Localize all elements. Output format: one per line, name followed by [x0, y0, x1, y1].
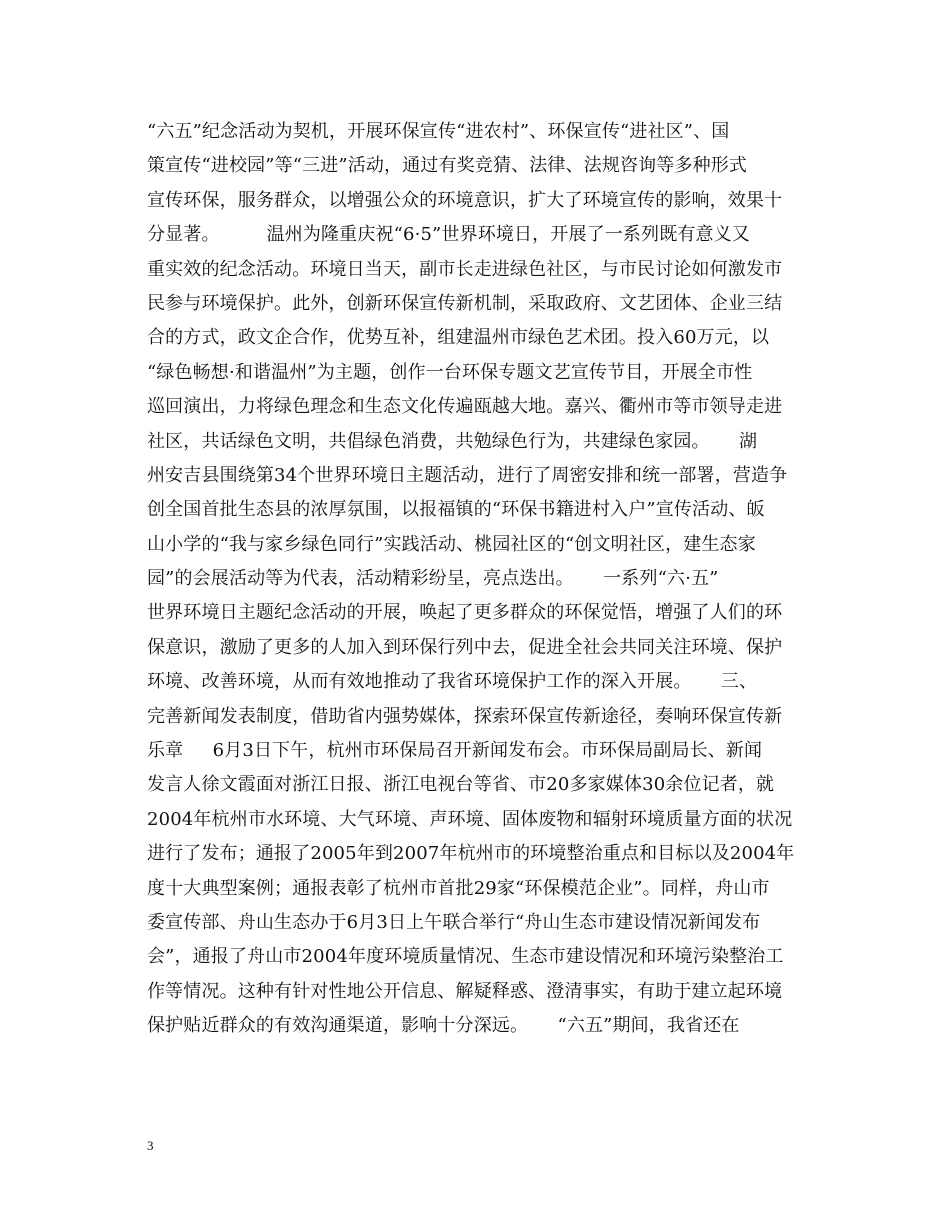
text-line: 重实效的纪念活动。环境日当天，副市长走进绿色社区，与市民讨论如何激发市	[147, 258, 783, 280]
text-line: 策宣传“进校园”等“三进”活动，通过有奖竞猜、法律、法规咨询等多种形式	[147, 155, 748, 177]
text-line: 巡回演出，力将绿色理念和生态文化传遍瓯越大地。嘉兴、衢州市等市领导走进	[147, 396, 783, 418]
text-line: “六五”纪念活动为契机，开展环保宣传“进农村”、环保宣传“进社区”、国	[147, 121, 730, 142]
text-line: 创全国首批生态县的浓厚氛围，以报福镇的“环保书籍进村入户”宣传活动、皈	[147, 499, 765, 521]
text-line: 完善新闻发表制度，借助省内强势媒体，探索环保宣传新途径，奏响环保宣传新	[147, 705, 783, 727]
text-line: 环境、改善环境，从而有效地推动了我省环境保护工作的深入开展。 三、	[147, 671, 758, 693]
text-line: 进行了发布；通报了2005年到2007年杭州市的环境整治重点和目标以及2004年	[147, 843, 795, 865]
text-line: 保意识，激励了更多的人加入到环保行列中去，促进全社会共同关注环境、保护	[147, 636, 783, 658]
text-line: 委宣传部、舟山生态办于6月3日上午联合举行“舟山生态市建设情况新闻发布	[147, 911, 761, 933]
text-line: 乐章 6月3日下午，杭州市环保局召开新闻发布会。市环保局副局长、新闻	[147, 740, 763, 762]
body-text	[147, 115, 807, 1044]
text-line: 宣传环保，服务群众，以增强公众的环境意识，扩大了环境宣传的影响，效果十	[147, 189, 783, 211]
text-line: 会”，通报了舟山市2004年度环境质量情况、生态市建设情况和环境污染整治工	[147, 946, 784, 968]
text-line: “绿色畅想·和谐温州”为主题，创作一台环保专题文艺宣传节目，开展全市性	[147, 361, 753, 383]
text-line: 山小学的“我与家乡绿色同行”实践活动、桃园社区的“创文明社区，建生态家	[147, 533, 756, 555]
text-line: 保护贴近群众的有效沟通渠道，影响十分深远。 “六五”期间，我省还在	[147, 1015, 740, 1037]
text-line: 2004年杭州市水环境、大气环境、声环境、固体废物和辐射环境质量方面的状况	[147, 808, 793, 830]
text-line: 世界环境日主题纪念活动的开展，唤起了更多群众的环保觉悟，增强了人们的环	[147, 602, 783, 624]
text-line: 社区，共话绿色文明，共倡绿色消费，共勉绿色行为，共建绿色家园。 湖	[147, 430, 758, 452]
text-line: 州安吉县围绕第34个世界环境日主题活动，进行了周密安排和统一部署，营造争	[147, 464, 788, 486]
text-line: 合的方式，政文企合作，优势互补，组建温州市绿色艺术团。投入60万元，以	[147, 327, 770, 349]
text-line: 民参与环境保护。此外，创新环保宣传新机制，采取政府、文艺团体、企业三结	[147, 292, 783, 314]
text-line: 作等情况。这种有针对性地公开信息、解疑释惑、澄清事实，有助于建立起环境	[147, 980, 783, 1002]
page-number: 3	[147, 1138, 154, 1153]
text-line: 发言人徐文霞面对浙江日报、浙江电视台等省、市20多家媒体30余位记者，就	[147, 774, 775, 796]
text-line: 分显著。 温州为隆重庆祝“6·5”世界环境日，开展了一系列既有意义又	[147, 224, 750, 246]
text-line: 园”的会展活动等为代表，活动精彩纷呈，亮点迭出。 一系列“六·五”	[147, 568, 719, 590]
text-line: 度十大典型案例；通报表彰了杭州市首批29家“环保模范企业”。同样，舟山市	[147, 877, 770, 899]
